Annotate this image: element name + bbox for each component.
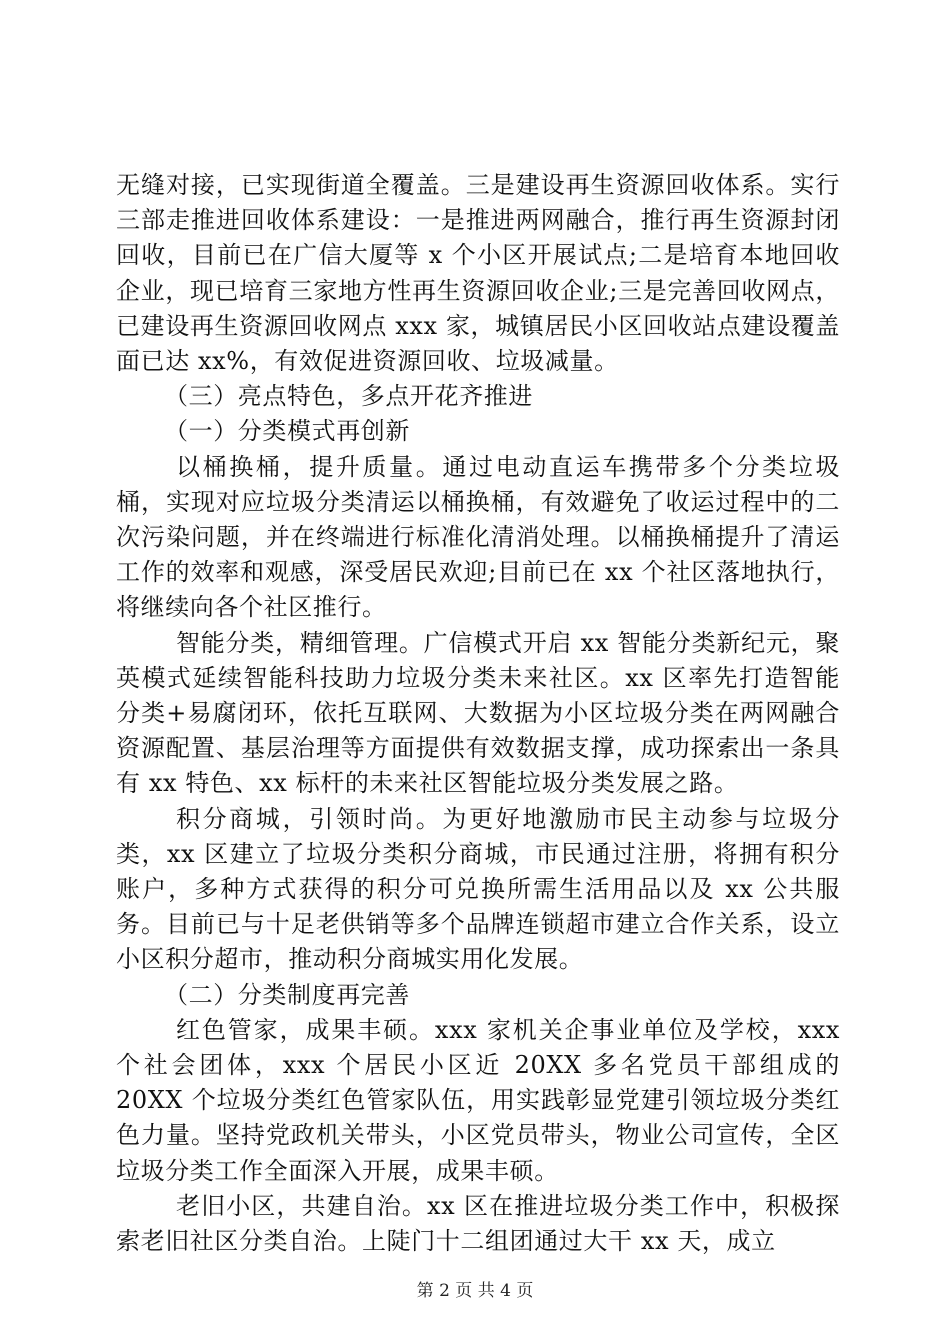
page-number-footer: 第 2 页 共 4 页 <box>416 1281 534 1301</box>
paragraph-old-communities: 老旧小区，共建自治。xx 区在推进垃圾分类工作中，积极探索老旧社区分类自治。上陡门十二组团通过大干 xx 天，成立 <box>116 1191 840 1256</box>
paragraph-smart-sorting: 智能分类，精细管理。广信模式开启 xx 智能分类新纪元，聚英模式延续智能科技助力垃圾分类未来社区。xx 区率先打造智能分类+易腐闭环，依托互联网、大数据为小区垃圾分类在两网融合资源配置、基层治理等方面提供有效数据支撑，成功探索出一条具有 xx 特色、xx 标杆的未来社区智能垃圾分类发展之路。 <box>116 628 840 798</box>
paragraph-points-mall: 积分商城，引领时尚。为更好地激励市民主动参与垃圾分类，xx 区建立了垃圾分类积分商城，市民通过注册，将拥有积分账户，多种方式获得的积分可兑换所需生活用品以及 xx 公共服务。目前已与十足老供销等多个品牌连锁超市建立合作关系，设立小区积分超市，推动积分商城实用化发展。 <box>116 804 840 974</box>
paragraph-bucket-exchange: 以桶换桶，提升质量。通过电动直运车携带多个分类垃圾桶，实现对应垃圾分类清运以桶换桶，有效避免了收运过程中的二次污染问题，并在终端进行标准化清消处理。以桶换桶提升了清运工作的效率和观感，深受居民欢迎;目前已在 xx 个社区落地执行，将继续向各个社区推行。 <box>116 452 840 622</box>
section-heading-highlights: （三）亮点特色，多点开花齐推进 <box>164 382 533 411</box>
subsection-heading-system-improvement: （二）分类制度再完善 <box>164 980 410 1009</box>
document-body <box>116 168 840 1259</box>
paragraph-red-steward: 红色管家，成果丰硕。xxx 家机关企事业单位及学校，xxx 个社会团体，xxx 个居民小区近 20XX 多名党员干部组成的 20XX 个垃圾分类红色管家队伍，用实践彰显党建引领垃圾分类红色力量。坚持党政机关带头，小区党员带头，物业公司宣传，全区垃圾分类工作全面深入开展，成果丰硕。 <box>116 1015 840 1185</box>
paragraph-recycling-system: 无缝对接，已实现街道全覆盖。三是建设再生资源回收体系。实行三部走推进回收体系建设：一是推进两网融合，推行再生资源封闭回收，目前已在广信大厦等 x 个小区开展试点;二是培育本地回收企业，现已培育三家地方性再生资源回收企业;三是完善回收网点，已建设再生资源回收网点 xxx 家，城镇居民小区回收站点建设覆盖面已达 xx%，有效促进资源回收、垃圾减量。 <box>116 171 840 376</box>
subsection-heading-mode-innovation: （一）分类模式再创新 <box>164 417 410 446</box>
